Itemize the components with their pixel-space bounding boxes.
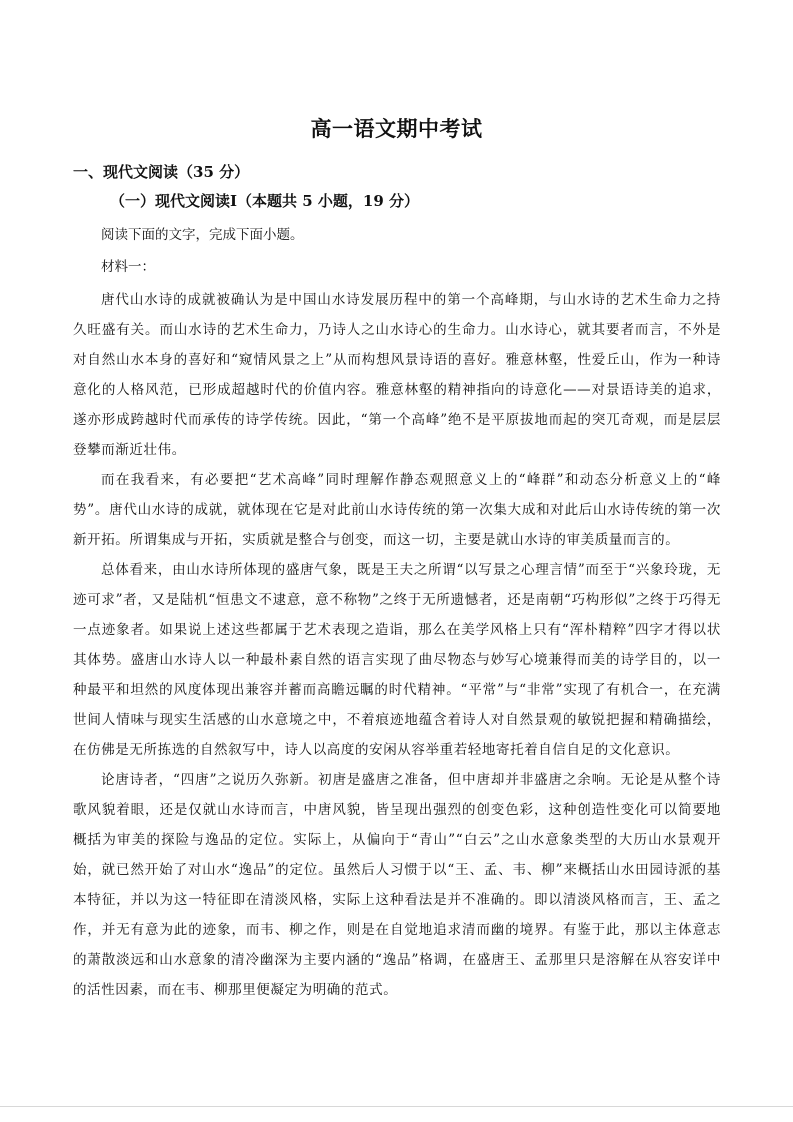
passage-paragraph-3: 总体看来，由山水诗所体现的盛唐气象，既是王夫之所谓“以写景之心理言情”而至于“兴象玲珑，无迹可求”者，又是陆机“恒患文不逮意，意不称物”之终于无所遗憾者，还是南朝“巧构形似”之终于巧得无一点迹象者。如果说上述这些都属于艺术表现之造诣，那么在美学风格上只有“浑朴精粹”四字才得以状其体势。盛唐山水诗人以一种最朴素自然的语言实现了曲尽物态与妙写心境兼得而美的诗学目的，以一种最平和坦然的风度体现出兼容并蓄而高瞻远瞩的时代精神。“平常”与“非常”实现了有机合一，在充满世间人情味与现实生活感的山水意境之中，不着痕迹地蕴含着诗人对自然景观的敏锐把握和精确描绘，在仿佛是无所拣选的自然叙写中，诗人以高度的安闲从容举重若轻地寄托着自信自足的文化意识。 bbox=[73, 562, 721, 758]
section-heading: 一、现代文阅读（35 分） bbox=[73, 163, 250, 181]
passage-paragraph-1: 唐代山水诗的成就被确认为是中国山水诗发展历程中的第一个高峰期，与山水诗的艺术生命力之持久旺盛有关。而山水诗的艺术生命力，乃诗人之山水诗心的生命力。山水诗心，就其要者而言，不外是对自然山水本身的喜好和“窥情风景之上”从而构想风景诗语的喜好。雅意林壑，性爱丘山，作为一种诗意化的人格风范，已形成超越时代的价值内容。雅意林壑的精神指向的诗意化——对景语诗美的追求，遂亦形成跨越时代而承传的诗学传统。因此，“第一个高峰”绝不是平原拔地而起的突兀奇观，而是层层登攀而渐近壮伟。 bbox=[73, 292, 721, 458]
passage-paragraph-2: 而在我看来，有必要把“艺术高峰”同时理解作静态观照意义上的“峰群”和动态分析意义上的“峰势”。唐代山水诗的成就，就体现在它是对此前山水诗传统的第一次集大成和对此后山水诗传统的第一次新开拓。所谓集成与开拓，实质就是整合与创变，而这一切，主要是就山水诗的审美质量而言的。 bbox=[73, 472, 721, 548]
sub-heading: （一）现代文阅读Ⅰ（本题共 5 小题，19 分） bbox=[110, 192, 419, 210]
page-bottom-divider bbox=[0, 1106, 793, 1107]
material-label: 材料一： bbox=[101, 259, 155, 275]
reading-instruction: 阅读下面的文字，完成下面小题。 bbox=[101, 227, 304, 243]
exam-title: 高一语文期中考试 bbox=[310, 116, 483, 141]
passage-body bbox=[73, 285, 721, 1005]
passage-paragraph-4: 论唐诗者，“四唐”之说历久弥新。初唐是盛唐之准备，但中唐却并非盛唐之余响。无论是从整个诗歌风貌着眼，还是仅就山水诗而言，中唐风貌，皆呈现出强烈的创变色彩，这种创造性变化可以简要地概括为审美的探险与逸品的定位。实际上，从偏向于“青山”“白云”之山水意象类型的大历山水景观开始，就已然开始了对山水“逸品”的定位。虽然后人习惯于以“王、孟、韦、柳”来概括山水田园诗派的基本特征，并以为这一特征即在清淡风格，实际上这种看法是并不准确的。即以清淡风格而言，王、孟之作，并无有意为此的迹象，而韦、柳之作，则是在自觉地追求清而幽的境界。有鉴于此，那以主体意志的萧散淡远和山水意象的清冷幽深为主要内涵的“逸品”格调，在盛唐王、孟那里只是溶解在从容安详中的活性因素，而在韦、柳那里便凝定为明确的范式。 bbox=[73, 772, 721, 998]
